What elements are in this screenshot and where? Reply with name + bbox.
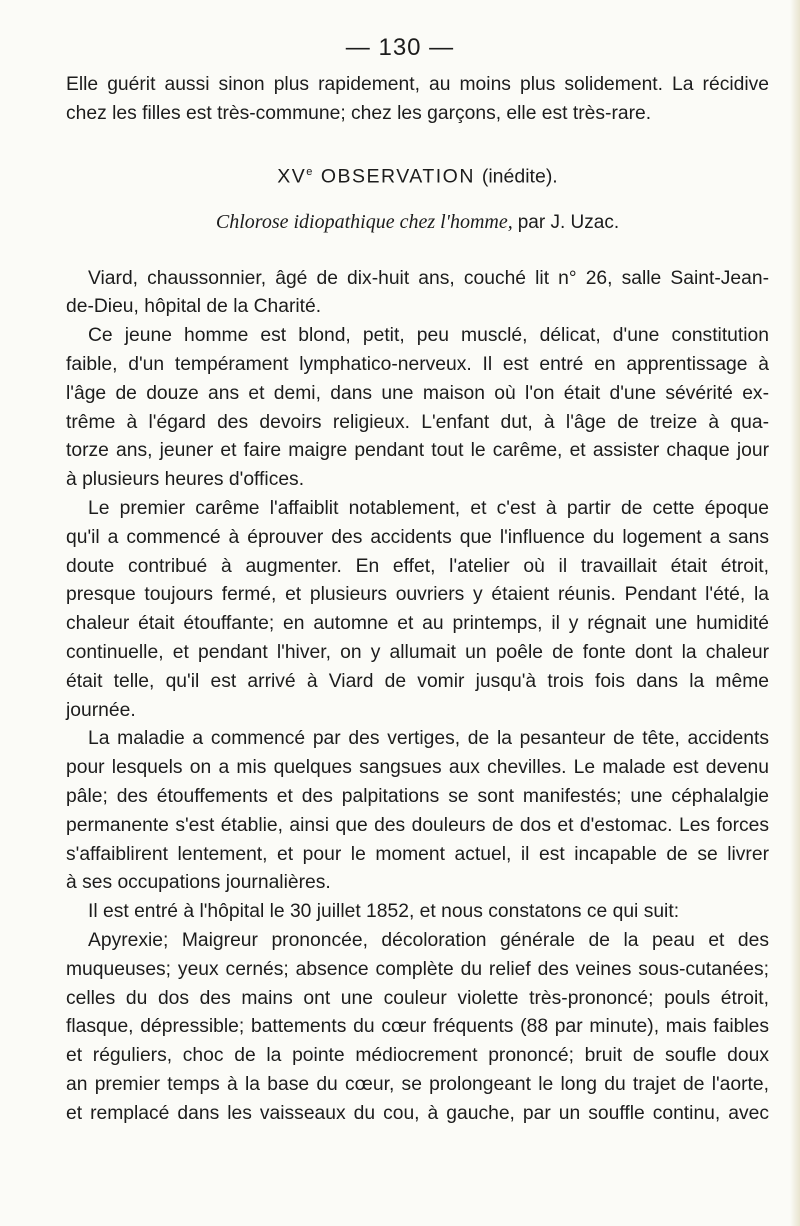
text-line: doute contribué à augmenter. En effet, l'atelier où il travaillait était étroit, (66, 555, 769, 577)
observation-title: OBSERVATION (320, 165, 475, 188)
text-line: de-Dieu, hôpital de la Charité. (66, 296, 322, 318)
observation-note: (inédite). (481, 165, 558, 188)
text-line: à ses occupations journalières. (66, 872, 331, 894)
paragraph-intro (66, 71, 769, 129)
text-line: Il est entré à l'hôpital le 30 juillet 1852, et nous constatons ce qui suit: (88, 901, 680, 923)
text-line: Apyrexie; Maigreur prononcée, décoloration générale de la peau et des (88, 930, 769, 952)
page-number: — 130 — (345, 34, 455, 61)
subtitle-text: Chlorose idiopathique chez l'homme, (215, 210, 513, 233)
text-line: flasque, dépressible; battements du cœur fréquents (88 par minute), mais faibles (66, 1016, 769, 1038)
body-text (66, 71, 769, 1129)
text-line: Le premier carême l'affaiblit notablement, et c'est à partir de cette époque (88, 498, 769, 520)
page-edge (790, 0, 800, 1226)
text-line: qu'il a commencé à éprouver des accidents que l'influence du logement a sans (66, 526, 769, 548)
observation-heading (66, 158, 769, 191)
text-line: an premier temps à la base du cœur, se prolongeant le long du trajet de l'aorte, (66, 1074, 769, 1095)
text-line: et réguliers, choc de la pointe médiocrement prononcé; bruit de soufle doux (66, 1045, 769, 1067)
text-line: pâle; des étouffements et des palpitations se sont manifestés; une céphalalgie (66, 786, 769, 808)
text-line: torze ans, jeuner et faire maigre pendant tout le carême, et assister chaque jour (66, 440, 769, 462)
text-line: presque toujours fermé, et plusieurs ouvriers y étaient réunis. Pendant l'été, la (66, 584, 769, 606)
text-line: journée. (66, 699, 136, 721)
paragraph-4 (66, 725, 769, 898)
paragraph-2 (66, 322, 769, 495)
text-line: chez les filles est très-commune; chez les garçons, elle est très-rare. (66, 102, 652, 124)
text-line: l'âge de douze ans et demi, dans une maison où l'on était d'une sévérité ex- (66, 382, 769, 404)
paragraph-6 (66, 927, 769, 1129)
observation-number: XV (277, 165, 307, 188)
text-line: était telle, qu'il est arrivé à Viard de vomir jusqu'à trois fois dans la même (66, 670, 769, 692)
text-line: pour lesquels on a mis quelques sangsues aux chevilles. Le malade est devenu (66, 757, 769, 779)
text-line: continuelle, et pendant l'hiver, on y allumait un poêle de fonte dont la chaleur (66, 642, 769, 664)
text-line: chaleur était étouffante; en automne et au printemps, il y régnait une humidité (66, 613, 769, 635)
text-line: Ce jeune homme est blond, petit, peu musclé, délicat, d'une constitution (88, 325, 769, 347)
subtitle-author: par J. Uzac. (517, 211, 620, 233)
text-line: s'affaiblirent lentement, et pour le moment actuel, il est incapable de se livrer (66, 843, 769, 865)
text-line: Viard, chaussonnier, âgé de dix-huit ans, couché lit n° 26, salle Saint-Jean- (88, 267, 769, 289)
observation-number-sup: e (306, 165, 314, 178)
paragraph-3 (66, 495, 769, 725)
text-line: à plusieurs heures d'offices. (66, 469, 305, 491)
text-line: et remplacé dans les vaisseaux du cou, à gauche, par un souffle continu, avec (66, 1102, 769, 1124)
text-line: permanente s'est établie, ainsi que des douleurs de dos et d'estomac. Les forces (66, 814, 769, 836)
paragraph-1 (66, 265, 769, 323)
paragraph-5 (66, 898, 769, 927)
text-line: trême à l'égard des devoirs religieux. L'enfant dut, à l'âge de treize à qua- (66, 411, 769, 433)
text-line: muqueuses; yeux cernés; absence complète du relief des veines sous-cutanées; (66, 958, 769, 980)
text-line: celles du dos des mains ont une couleur violette très-prononcé; pouls étroit, (66, 987, 769, 1009)
text-line: La maladie a commencé par des vertiges, de la pesanteur de tête, accidents (88, 728, 769, 750)
observation-subtitle (66, 208, 769, 238)
text-line: Elle guérit aussi sinon plus rapidement, au moins plus solidement. La récidive (66, 74, 769, 95)
text-line: faible, d'un tempérament lymphatico-nerveux. Il est entré en apprentissage à (66, 354, 769, 376)
